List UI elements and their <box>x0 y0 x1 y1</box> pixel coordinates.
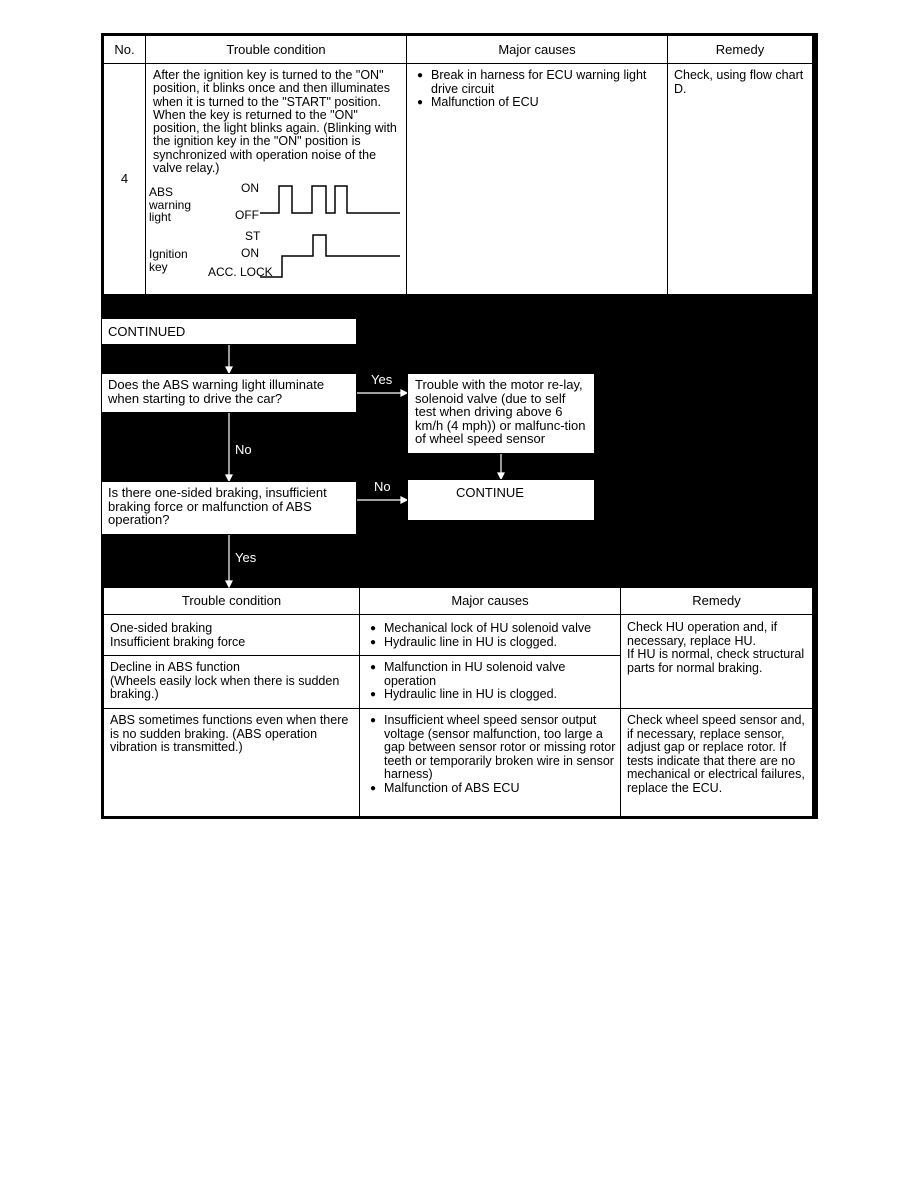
on-label: ON <box>241 181 259 195</box>
cause-item: ● Malfunction of ABS ECU <box>368 782 616 796</box>
header-remedy: Remedy <box>668 36 812 64</box>
condition-line: Insufficient braking force <box>110 634 246 649</box>
question-text: Does the ABS warning light illuminate when starting to drive the car? <box>108 377 325 406</box>
causes-cell <box>360 656 621 709</box>
off-label: OFF <box>235 208 259 222</box>
header-remedy: Remedy <box>621 588 812 615</box>
continue-box <box>407 479 595 521</box>
st-label: ST <box>245 229 261 243</box>
remedy-cell <box>621 615 812 709</box>
causes-cell <box>360 615 621 656</box>
row-number: 4 <box>104 64 146 294</box>
remedy-cell <box>621 709 812 816</box>
label-line: light <box>149 210 172 224</box>
remedy-text: Check, using flow chart D. <box>674 68 804 96</box>
header-trouble-condition: Trouble condition <box>146 36 407 64</box>
no-label: No <box>235 442 252 457</box>
condition-line: One-sided braking <box>110 621 213 635</box>
header-trouble-condition: Trouble condition <box>104 588 360 615</box>
continue-label: CONTINUE <box>456 485 524 500</box>
condition-cell <box>104 656 360 709</box>
condition-line: (Wheels easily lock when there is sudden braking.) <box>110 673 340 701</box>
yes-label: Yes <box>235 550 257 565</box>
cause-item: ● Malfunction in HU solenoid valve operation <box>368 661 616 688</box>
condition-cell <box>104 615 360 656</box>
cause-item: ● Mechanical lock of HU solenoid valve <box>368 622 616 636</box>
cause-item: ● Break in harness for ECU warning light drive circuit <box>415 69 661 96</box>
question-warning-light <box>101 373 357 413</box>
label-line: Ignition <box>149 247 188 261</box>
question-braking <box>101 481 357 535</box>
trouble-motor-relay-box <box>407 373 595 454</box>
causes-cell <box>360 709 621 816</box>
label-line: key <box>149 260 168 274</box>
question-text: Is there one-sided braking, insufficient braking force or malfunction of ABS operation? <box>108 485 327 527</box>
no-label: No <box>374 479 391 494</box>
remedy-text: Check wheel speed sensor and, if necessary, replace sensor, adjust gap or replace rotor. If tests indicate that there are no mechanical or electrical failures, replace the ECU. <box>627 713 805 795</box>
acc-lock-label: ACC. LOCK <box>208 265 273 279</box>
continued-label: CONTINUED <box>108 324 186 339</box>
condition-line: Decline in ABS function <box>110 660 240 674</box>
yes-label: Yes <box>371 372 393 387</box>
label-line: warning <box>149 197 192 212</box>
condition-line: ABS sometimes functions even when there is no sudden braking. (ABS operation vibration is transmitted.) <box>110 713 349 754</box>
cause-item: ● Hydraulic line in HU is clogged. <box>368 636 616 650</box>
cause-item: ● Insufficient wheel speed sensor output voltage (sensor malfunction, too large a gap between sensor rotor or missing rotor teeth or temporarily broken wire in sensor harness) <box>368 714 616 782</box>
cause-item: ● Malfunction of ECU <box>415 96 661 110</box>
braking-trouble-table <box>104 588 812 816</box>
condition-text: After the ignition key is turned to the "ON" position, it blinks once and then illuminates when it is turned to the "START" position. When the key is returned to the "ON" position, the light blinks again. (Blinking with the ignition key in the "ON" position is synchronized with operation noise of the valve relay.) <box>153 68 397 176</box>
remedy-text: If HU is normal, check structural parts for normal braking. <box>627 647 805 675</box>
header-no: No. <box>104 36 146 64</box>
cause-item: ● Hydraulic line in HU is clogged. <box>368 688 616 702</box>
ignition-on-label: ON <box>241 246 259 260</box>
header-major-causes: Major causes <box>360 588 621 615</box>
remedy-text: Check HU operation and, if necessary, replace HU. <box>627 620 778 648</box>
header-major-causes: Major causes <box>407 36 668 64</box>
label-line: ABS <box>149 185 174 199</box>
trouble-text: Trouble with the motor re-lay, solenoid valve (due to self test when driving above 6 km/h (4 mph)) or malfunc-tion of wheel speed sensor <box>415 377 586 446</box>
condition-cell <box>104 709 360 816</box>
